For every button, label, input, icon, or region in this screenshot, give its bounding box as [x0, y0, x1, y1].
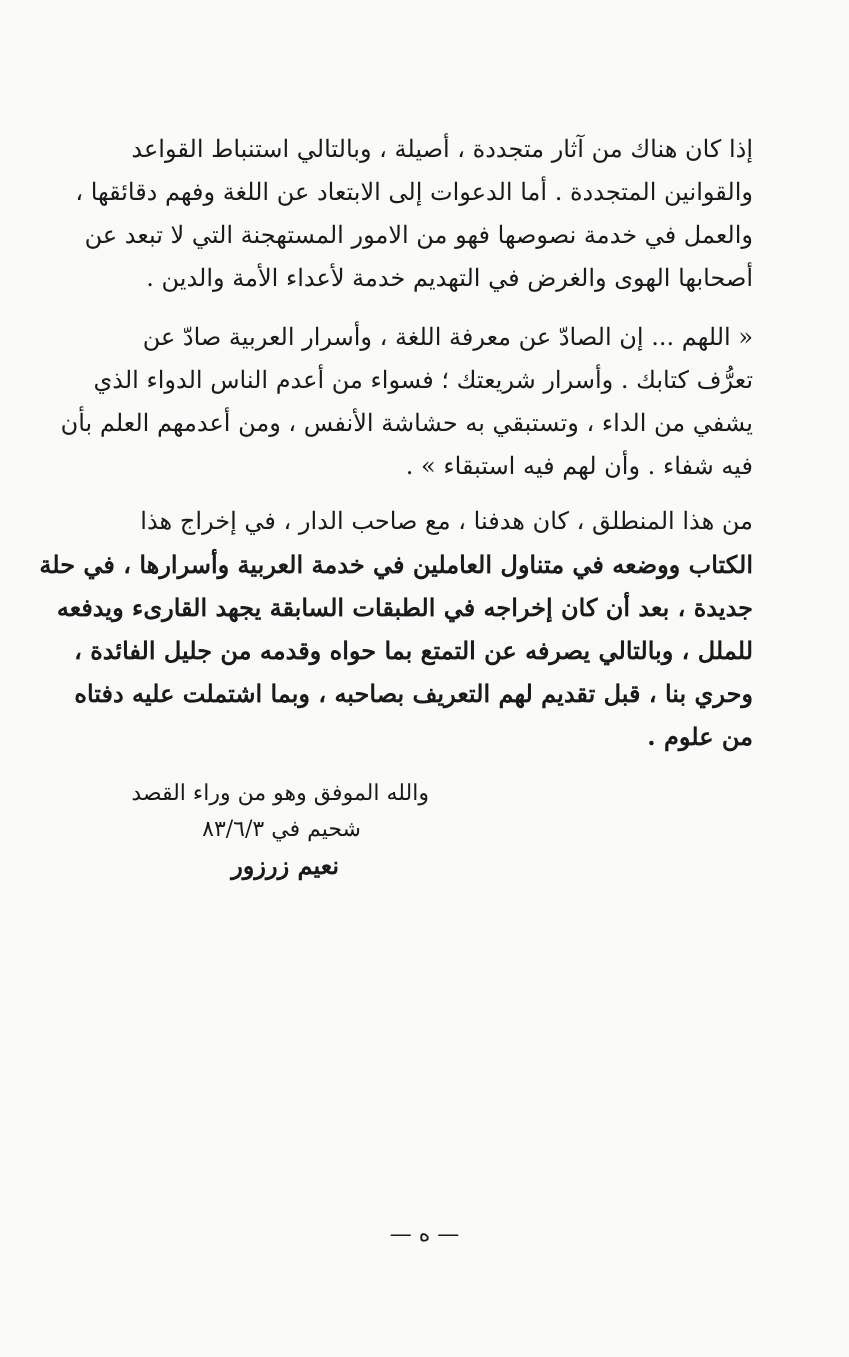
paragraph-line: من هذا المنطلق ، كان هدفنا ، مع صاحب الدار ، في إخراج هذا [140, 507, 753, 535]
paragraph-line: « اللهم ... إن الصادّ عن معرفة اللغة ، وأسرار العربية صادّ عن [142, 323, 753, 351]
page-number: — ه — [389, 1222, 460, 1247]
place-date: شحيم في ٨٣/٦/٣ [202, 817, 361, 842]
closing-line: والله الموفق وهو من وراء القصد [131, 781, 429, 806]
paragraph-line: من علوم . [647, 722, 753, 751]
author-name: نعيم زرزور [231, 851, 339, 880]
closing-signature [99, 776, 429, 884]
paragraph-line: أصحابها الهوى والغرض في التهديم خدمة لأعداء الأمة والدين . [146, 264, 753, 292]
paragraph-line: جديدة ، بعد أن كان إخراجه في الطبقات السابقة يجهد القارىء ويدفعه [56, 593, 753, 622]
paragraph-line: فيه شفاء . وأن لهم فيه استبقاء » . [405, 452, 753, 480]
paragraph-line: تعرُّف كتابك . وأسرار شريعتك ؛ فسواء من أعدم الناس الدواء الذي [93, 366, 753, 394]
paragraph-line: والقوانين المتجددة . أما الدعوات إلى الابتعاد عن اللغة وفهم دقائقها ، [75, 178, 753, 206]
paragraph-1 [75, 128, 753, 300]
paragraph-line: وحري بنا ، قبل تقديم لهم التعريف بصاحبه ، وبما اشتملت عليه دفتاه [74, 679, 753, 708]
paragraph-2-quote [60, 316, 753, 488]
paragraph-line: الكتاب ووضعه في متناول العاملين في خدمة العربية وأسرارها ، في حلة [39, 550, 753, 579]
paragraph-line: والعمل في خدمة نصوصها فهو من الامور المستهجنة التي لا تبعد عن [84, 221, 753, 249]
paragraph-line: إذا كان هناك من آثار متجددة ، أصيلة ، وبالتالي استنباط القواعد [131, 135, 753, 163]
paragraph-line: يشفي من الداء ، وتستبقي به حشاشة الأنفس ، ومن أعدمهم العلم بأن [60, 409, 753, 437]
paragraph-3 [39, 500, 753, 758]
paragraph-line: للملل ، وبالتالي يصرفه عن التمتع بما حواه وقدمه من جليل الفائدة ، [74, 636, 753, 665]
